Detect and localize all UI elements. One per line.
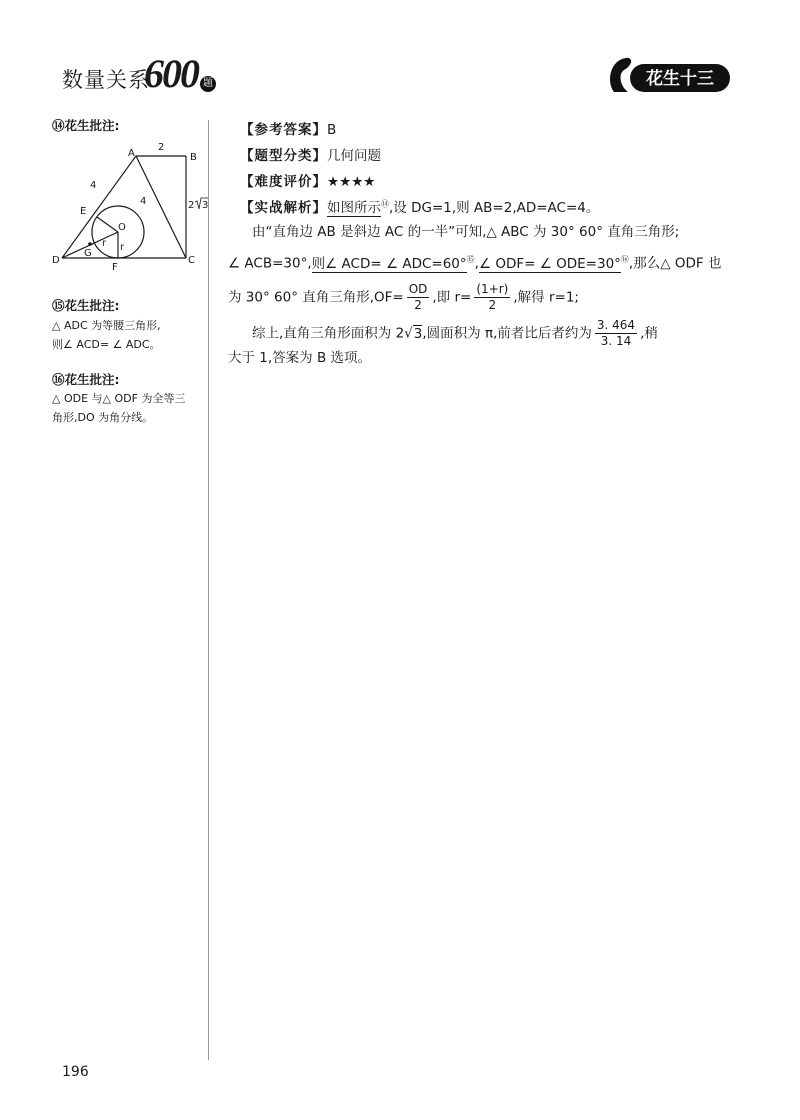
book-title-suffix: 题 <box>200 76 216 92</box>
reference-answer-row <box>240 118 336 138</box>
difficulty-stars: ★★★★ <box>327 174 376 190</box>
p2-note-ref-15: ⑮ <box>466 255 475 264</box>
analysis-row <box>240 196 599 216</box>
paragraph-2 <box>228 246 721 278</box>
p2-underlined-odf: ∠ ODF= ∠ ODE=30° <box>478 255 621 272</box>
question-type-value: 几何问题 <box>327 148 381 164</box>
p2-angle-acb: ∠ ACB=30°, <box>228 255 312 272</box>
p3-middle: ,即 r= <box>432 289 472 306</box>
p4-end: ,稍 <box>640 325 658 342</box>
paragraph-3 <box>228 282 579 313</box>
label-bc-coef: 2 <box>188 200 195 211</box>
reference-answer-value: B <box>327 122 337 138</box>
note-14-heading: ⑭花生批注: <box>52 118 120 133</box>
label-a: A <box>128 148 135 159</box>
brand-logo <box>604 52 734 98</box>
segment-oe <box>97 217 118 232</box>
note-15-line-2: 则∠ ACD= ∠ ADC。 <box>52 338 161 351</box>
p2-underlined-acd: 则∠ ACD= ∠ ADC=60° <box>311 255 467 272</box>
p4-middle: ,圆面积为 π,前者比后者约为 <box>422 325 592 342</box>
analysis-figure-link: 如图所示 <box>327 200 381 216</box>
p2-tail: ,那么△ ODF 也 <box>628 255 722 272</box>
label-ae-length: 4 <box>90 180 97 191</box>
note-15-line-1: △ ADC 为等腰三角形, <box>52 319 161 332</box>
label-ac-length: 4 <box>140 196 147 207</box>
segment-ac <box>136 156 186 258</box>
note-16-line-2: 角形,DO 为角分线。 <box>52 411 154 424</box>
question-type-row <box>240 144 381 164</box>
note-15-body <box>52 316 161 354</box>
fraction-od-over-2: $\frac{OD}{2}$ <box>408 282 428 312</box>
label-b: B <box>190 152 197 163</box>
page-number: 196 <box>62 1064 89 1080</box>
label-f: F <box>112 262 118 272</box>
paragraph-1: 由“直角边 AB 是斜边 AC 的一半”可知,△ ABC 为 30° 60° 直角三角形; <box>252 224 680 240</box>
p3-start: 为 30° 60° 直角三角形,OF= <box>228 289 404 306</box>
analysis-note-ref: ⑭ <box>381 199 389 209</box>
p3-end: ,解得 r=1; <box>513 289 579 306</box>
p2-note-ref-16: ⑯ <box>620 255 629 264</box>
fraction-1r-over-2: $\frac{(1+r)}{2}$ <box>476 282 509 312</box>
fraction-ratio: $\frac{3. 464}{3. 14}$ <box>596 318 636 348</box>
label-d: D <box>52 255 60 266</box>
paragraph-5: 大于 1,答案为 B 选项。 <box>228 350 372 366</box>
note-16-line-1: △ ODE 与△ ODF 为全等三 <box>52 392 186 405</box>
note-16-heading: ⑯花生批注: <box>52 372 120 387</box>
label-e: E <box>80 206 87 217</box>
geometry-diagram <box>40 136 210 272</box>
point-g <box>88 242 92 246</box>
label-g: G <box>84 248 92 259</box>
brand-text: 花生十三 <box>646 69 714 89</box>
p4-start: 综上,直角三角形面积为 2 <box>252 325 405 342</box>
label-r-oe: r <box>102 238 107 249</box>
book-title-number: 600 <box>144 51 198 96</box>
analysis-rest: ,设 DG=1,则 AB=2,AD=AC=4。 <box>389 200 600 216</box>
reference-answer-label: 【参考答案】 <box>240 122 327 138</box>
note-15-heading: ⑮花生批注: <box>52 298 120 313</box>
label-ab-length: 2 <box>158 142 165 153</box>
analysis-label: 【实战解析】 <box>240 200 327 216</box>
difficulty-row <box>240 170 375 190</box>
book-title: 数量关系 <box>62 68 150 92</box>
label-c: C <box>188 255 195 266</box>
label-bc-radicand: 3 <box>202 200 209 211</box>
question-type-label: 【题型分类】 <box>240 148 327 164</box>
sqrt-radicand: 3 <box>413 325 423 342</box>
label-o: O <box>118 222 126 233</box>
label-r-of: r <box>120 242 125 253</box>
sidebar-divider <box>208 120 209 1060</box>
p2-comma: , <box>474 255 479 272</box>
note-16-body <box>52 389 185 427</box>
sqrt-sign: √ <box>404 325 413 342</box>
difficulty-label: 【难度评价】 <box>240 174 327 190</box>
